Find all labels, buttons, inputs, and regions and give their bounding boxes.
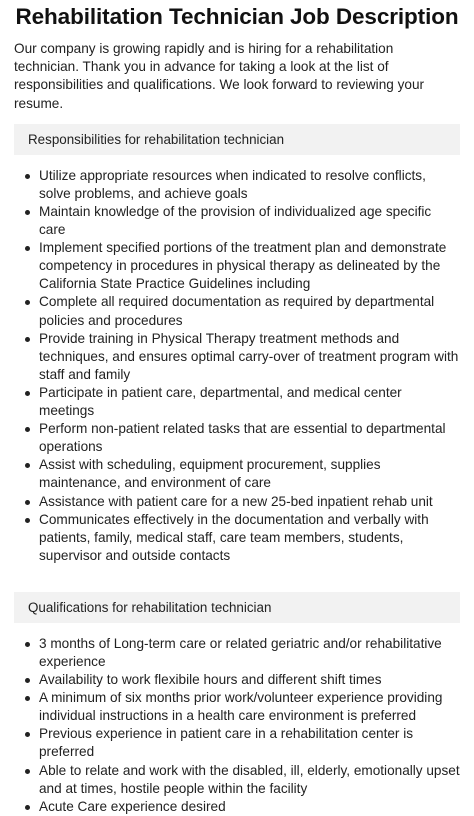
- list-item: Provide training in Physical Therapy treatment methods and techniques, and ensures optimal carry-over of treatment program with staff and family: [39, 330, 460, 384]
- qualifications-heading: Qualifications for rehabilitation technician: [14, 592, 460, 623]
- intro-paragraph: Our company is growing rapidly and is hiring for a rehabilitation technician. Thank you in advance for taking a look at the list of responsibilities and qualifications. We look forward to reviewing your resume.: [14, 41, 425, 111]
- list-item: Acute Care experience desired: [39, 798, 460, 816]
- list-item: Participate in patient care, departmental, and medical center meetings: [39, 384, 460, 420]
- list-item: Assist with scheduling, equipment procurement, supplies maintenance, and environment of care: [39, 456, 460, 492]
- list-item: Able to relate and work with the disabled, ill, elderly, emotionally upset and at times, hostile people within the facility: [39, 762, 460, 798]
- list-item: Perform non-patient related tasks that are essential to departmental operations: [39, 420, 460, 456]
- list-item: Utilize appropriate resources when indicated to resolve conflicts, solve problems, and achieve goals: [39, 167, 460, 203]
- responsibilities-heading: Responsibilities for rehabilitation technician: [14, 124, 460, 155]
- list-item: Complete all required documentation as required by departmental policies and procedures: [39, 293, 460, 329]
- responsibilities-list: [14, 167, 460, 565]
- list-item: 3 months of Long-term care or related geriatric and/or rehabilitative experience: [39, 635, 460, 671]
- page-title: Rehabilitation Technician Job Description: [15, 4, 459, 29]
- list-item: Maintain knowledge of the provision of individualized age specific care: [39, 203, 460, 239]
- list-item: Assistance with patient care for a new 25-bed inpatient rehab unit: [39, 493, 460, 511]
- list-item: Previous experience in patient care in a rehabilitation center is preferred: [39, 725, 460, 761]
- qualifications-list: [14, 635, 460, 816]
- list-item: Communicates effectively in the documentation and verbally with patients, family, medical staff, care team members, students, supervisor and outside contacts: [39, 511, 460, 565]
- list-item: Availability to work flexibile hours and different shift times: [39, 671, 460, 689]
- list-item: A minimum of six months prior work/volunteer experience providing individual instructions in a health care environment is preferred: [39, 689, 460, 725]
- list-item: Implement specified portions of the treatment plan and demonstrate competency in procedures in physical therapy as delineated by the California State Practice Guidelines including: [39, 239, 460, 293]
